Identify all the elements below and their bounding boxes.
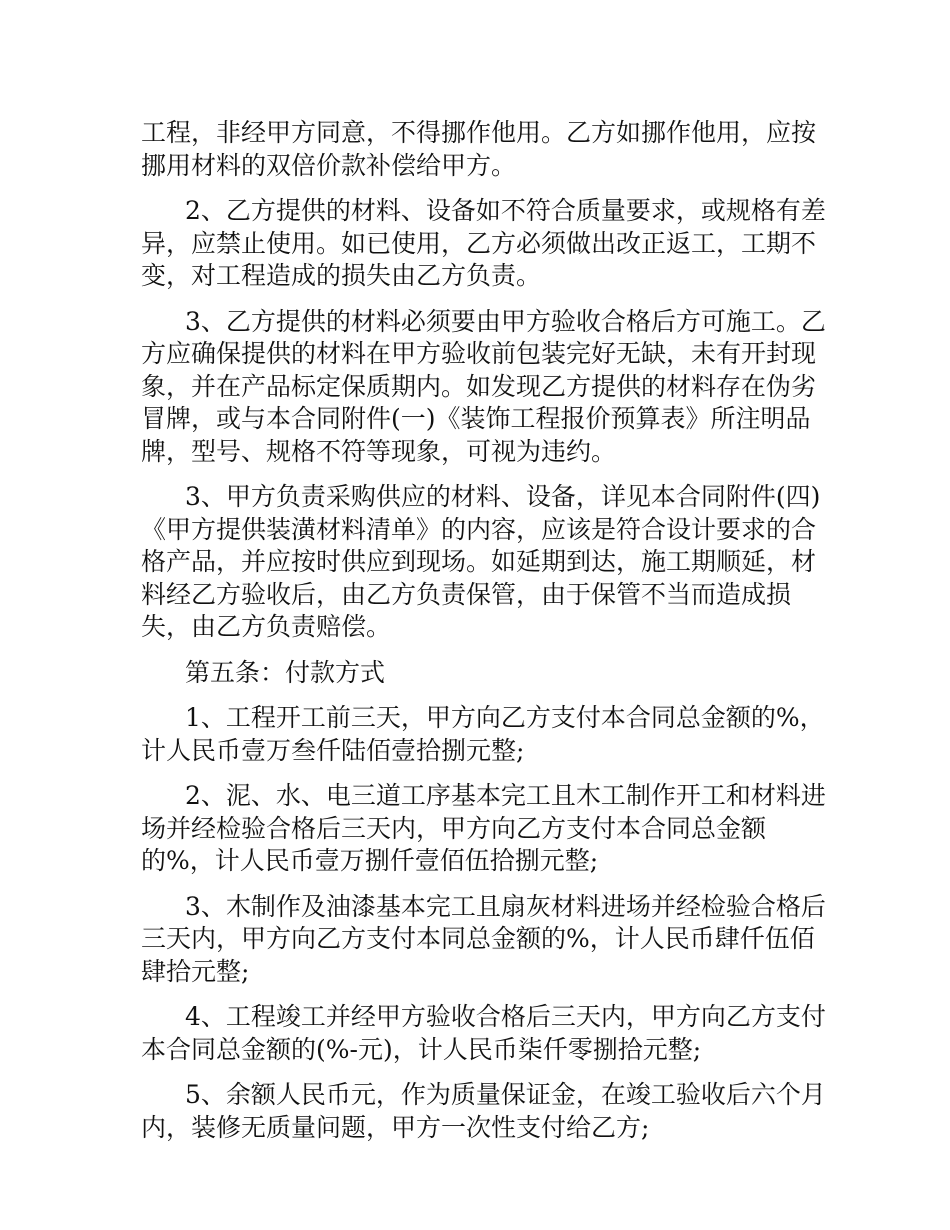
document-page [141,117,831,1157]
paragraph-clause-2-materials: 2、乙方提供的材料、设备如不符合质量要求，或规格有差异，应禁止使用。如已使用，乙方必须做出改正返工，工期不变，对工程造成的损失由乙方负责。 [141,196,826,290]
paragraph-continuation: 工程，非经甲方同意，不得挪作他用。乙方如挪作他用，应按挪用材料的双倍价款补偿给甲方。 [141,118,817,180]
payment-clause-4: 4、工程竣工并经甲方验收合格后三天内，甲方向乙方支付本合同总金额的(%-元)，计人民币柒仟零捌拾元整; [141,1002,826,1064]
article-title: 第五条：付款方式 [185,657,386,687]
payment-clause-3: 3、木制作及油漆基本完工且扇灰材料进场并经检验合格后三天内，甲方向乙方支付本同总金额的%，计人民币肆仟伍佰肆拾元整; [141,891,826,986]
paragraph-clause-3-owner-supply: 3、甲方负责采购供应的材料、设备，详见本合同附件(四)《甲方提供装潢材料清单》的内容，应该是符合设计要求的合格产品，并应按时供应到现场。如延期到达，施工期顺延，材料经乙方验收后，由乙方负责保管，由于保管不当而造成损失，由乙方负责赔偿。 [141,482,821,641]
payment-clause-2: 2、泥、水、电三道工序基本完工且木工制作开工和材料进场并经检验合格后三天内，甲方向乙方支付本合同总金额的%，计人民币壹万捌仟壹佰伍拾捌元整; [141,781,826,875]
payment-clause-5: 5、余额人民币元，作为质量保证金，在竣工验收后六个月内，装修无质量问题，甲方一次性支付给乙方; [141,1080,826,1142]
payment-clause-1: 1、工程开工前三天，甲方向乙方支付本合同总金额的%，计人民币壹万叁仟陆佰壹拾捌元整; [141,703,825,765]
paragraph-clause-3-inspection: 3、乙方提供的材料必须要由甲方验收合格后方可施工。乙方应确保提供的材料在甲方验收前包装完好无缺，未有开封现象，并在产品标定保质期内。如发现乙方提供的材料存在伪劣冒牌，或与本合同附件(一)《装饰工程报价预算表》所注明品牌，型号、规格不符等现象，可视为违约。 [141,306,826,466]
